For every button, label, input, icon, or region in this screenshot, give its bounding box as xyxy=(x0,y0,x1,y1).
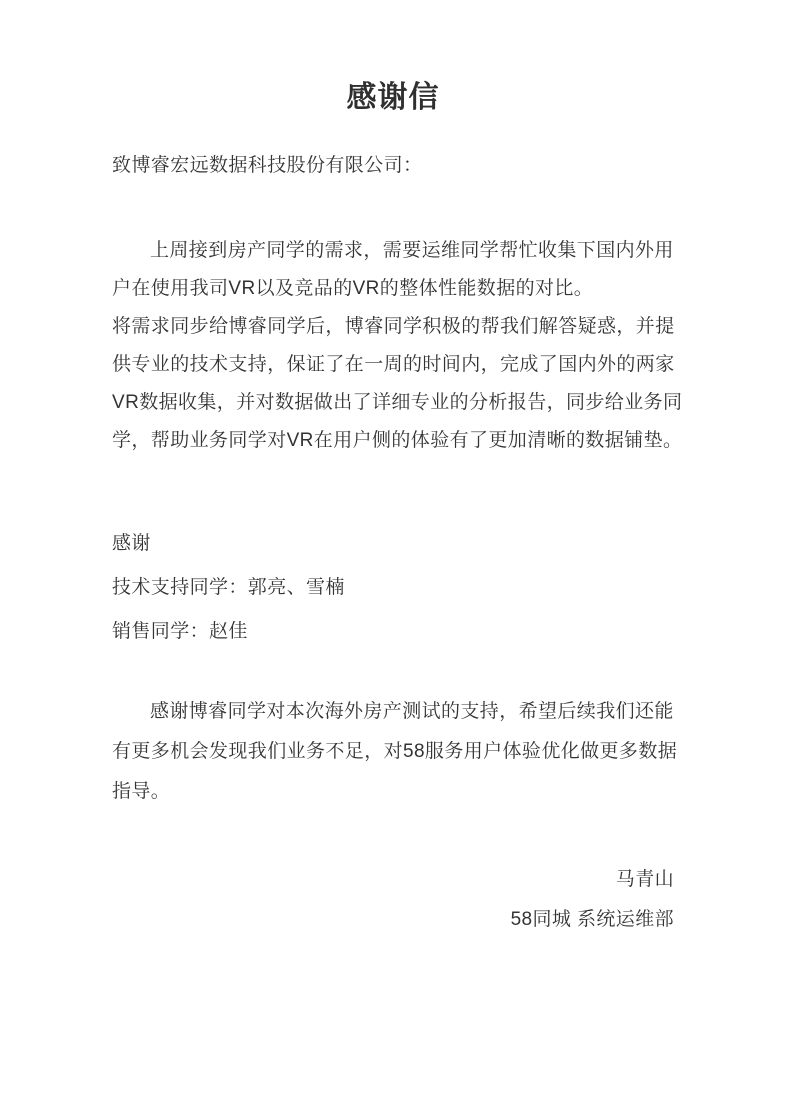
salutation-line: 致博睿宏远数据科技股份有限公司： xyxy=(112,155,423,176)
sales-credit-line: 销售同学：赵佳 xyxy=(112,621,248,642)
paragraph1-line-2: 户在使用我司VR以及竞品的VR的整体性能数据的对比。 xyxy=(112,278,594,299)
paragraph2-line-3: VR数据收集，并对数据做出了详细专业的分析报告，同步给业务同 xyxy=(112,392,683,413)
signature-org: 58同城 系统运维部 xyxy=(510,909,674,930)
closing-line-1: 感谢博睿同学对本次海外房产测试的支持，希望后续我们还能 xyxy=(150,701,674,722)
tech-support-credit-line: 技术支持同学：郭亮、雪楠 xyxy=(112,577,345,598)
signature-name: 马青山 xyxy=(615,869,674,890)
paragraph2-line-2: 供专业的技术支持，保证了在一周的时间内，完成了国内外的两家 xyxy=(112,354,675,375)
thanks-section xyxy=(112,522,674,654)
paragraph2-line-4: 学，帮助业务同学对VR在用户侧的体验有了更加清晰的数据铺垫。 xyxy=(112,430,683,451)
letter-title: 感谢信 xyxy=(346,81,440,114)
closing-line-3: 指导。 xyxy=(112,781,171,802)
paragraph2-line-1: 将需求同步给博睿同学后，博睿同学积极的帮我们解答疑惑，并提 xyxy=(112,316,675,337)
closing-paragraph xyxy=(112,692,678,812)
paragraph1-line-1: 上周接到房产同学的需求，需要运维同学帮忙收集下国内外用 xyxy=(150,240,674,261)
closing-line-2: 有更多机会发现我们业务不足，对58服务用户体验优化做更多数据 xyxy=(112,741,678,762)
signature-section xyxy=(112,860,674,940)
letter-body xyxy=(112,232,683,460)
letter-content xyxy=(0,80,786,940)
thanks-label: 感谢 xyxy=(112,533,151,554)
